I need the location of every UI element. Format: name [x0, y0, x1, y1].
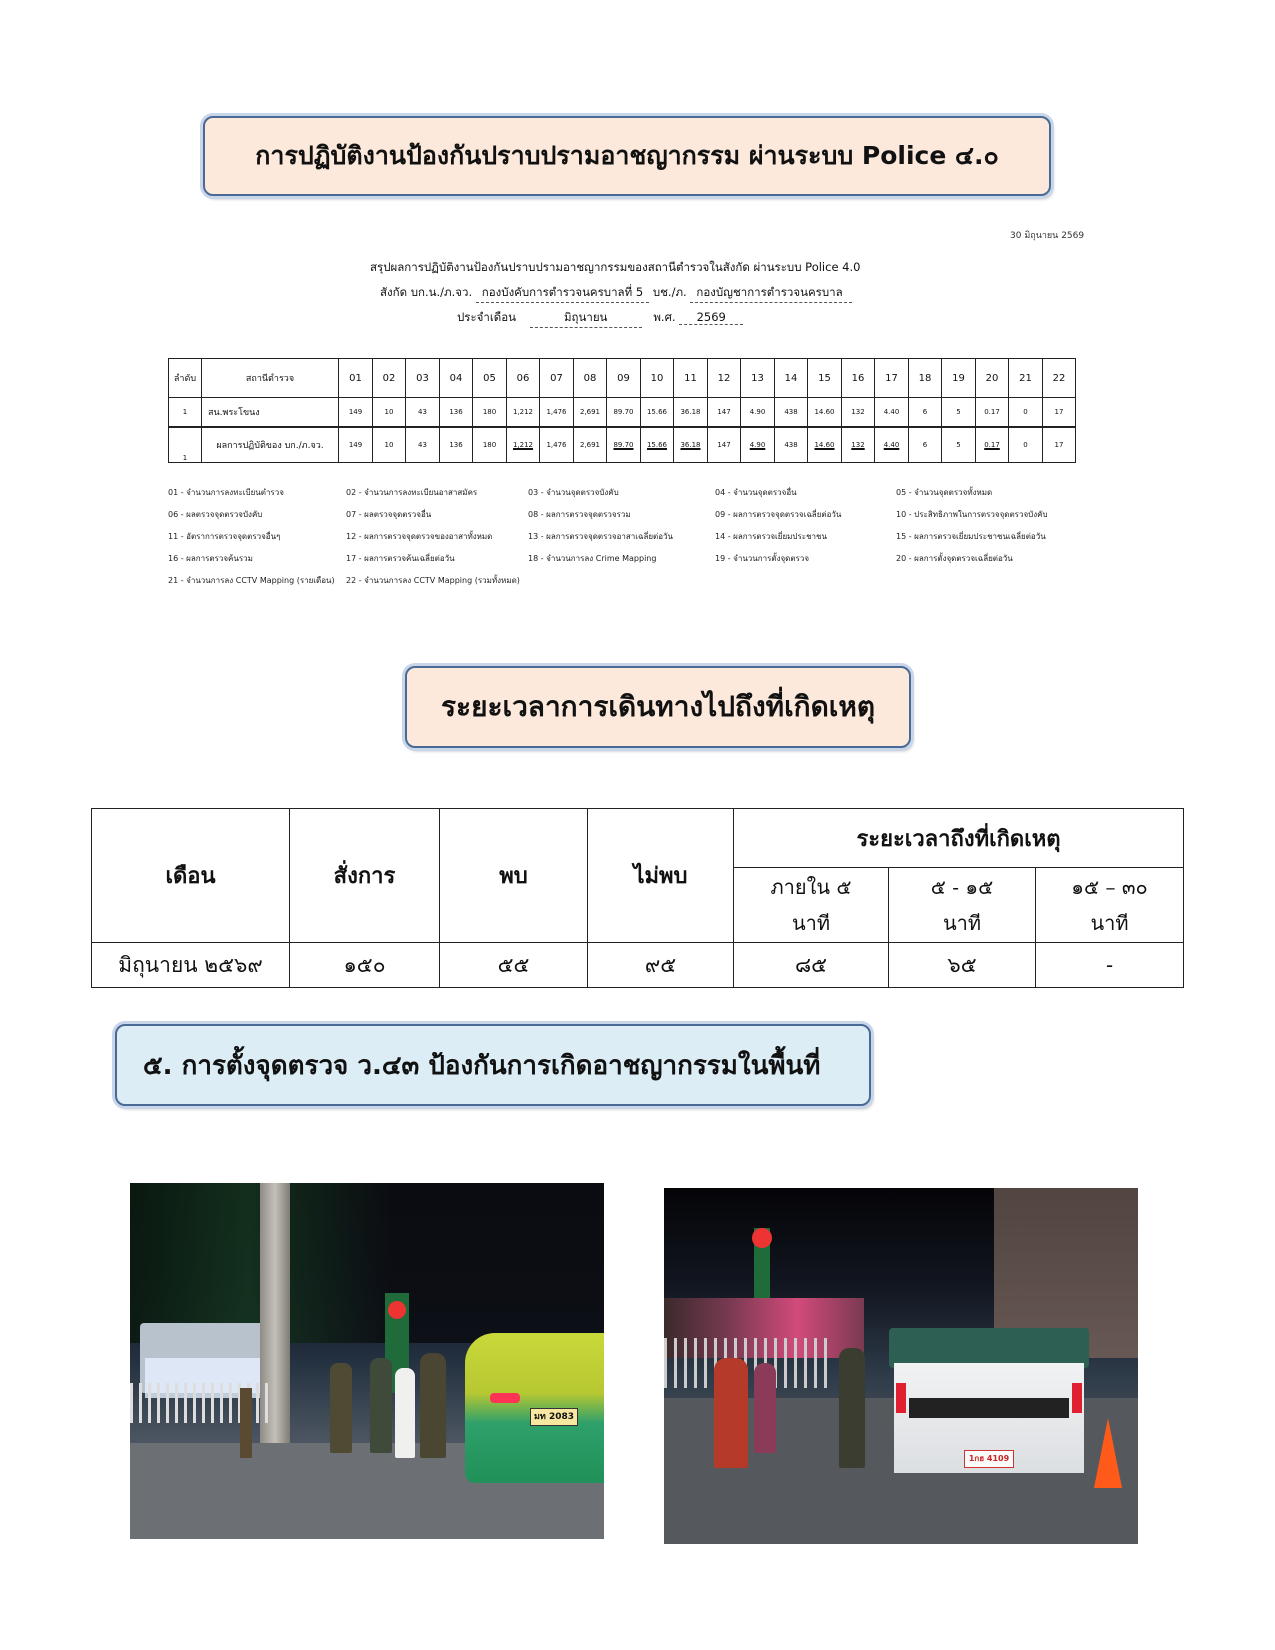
legend-item: 03 - จำนวนจุดตรวจบังคับ: [528, 488, 619, 497]
row2-value-13: 4.90: [741, 427, 775, 463]
legend-item: 13 - ผลการตรวจจุดตรวจอาสาเฉลี่ยต่อวัน: [528, 532, 674, 541]
legend-item: 20 - ผลการตั้งจุดตรวจเฉลี่ยต่อวัน: [896, 554, 1013, 563]
legend-item: 06 - ผลตรวจจุดตรวจบังคับ: [168, 510, 263, 519]
taxi-plate: มท 2083: [530, 1408, 578, 1426]
row2-value-16: 132: [842, 427, 875, 463]
row2-value-20: 0.17: [976, 427, 1009, 463]
header-not-found: ไม่พบ: [588, 809, 734, 943]
row1-value-12: 147: [708, 398, 741, 428]
header-found: พบ: [440, 809, 588, 943]
cell-not-found: ๙๕: [588, 943, 734, 988]
row2-value-01: 149: [339, 427, 373, 463]
column-header-11: 11: [674, 359, 708, 398]
report-date: 30 มิถุนายน 2569: [1010, 231, 1085, 241]
row1-value-08: 2,691: [574, 398, 607, 428]
column-header-04: 04: [440, 359, 473, 398]
column-header-17: 17: [875, 359, 909, 398]
column-header-22: 22: [1043, 359, 1076, 398]
truck-plate: 1กฮ 4109: [964, 1450, 1014, 1468]
column-header-18: 18: [909, 359, 942, 398]
row1-station: สน.พระโขนง: [202, 398, 339, 428]
row1-value-02: 10: [373, 398, 406, 428]
legend-item: 10 - ประสิทธิภาพในการตรวจจุดตรวจบังคับ: [896, 510, 1048, 519]
travel-time-title: ระยะเวลาการเดินทางไปถึงที่เกิดเหตุ: [440, 690, 875, 723]
column-header-20: 20: [976, 359, 1009, 398]
column-header-08: 08: [574, 359, 607, 398]
column-header-19: 19: [942, 359, 976, 398]
report-affiliation: [380, 284, 852, 303]
row2-value-21: 0: [1009, 427, 1043, 463]
row2-value-10: 15.66: [641, 427, 674, 463]
column-header-13: 13: [741, 359, 775, 398]
legend-item: 15 - ผลการตรวจเยี่ยมประชาชนเฉลี่ยต่อวัน: [896, 532, 1046, 541]
row1-value-14: 438: [775, 398, 808, 428]
column-header-14: 14: [775, 359, 808, 398]
row1-order: 1: [169, 398, 202, 428]
legend-item: 08 - ผลการตรวจจุดตรวจรวม: [528, 510, 631, 519]
column-header-21: 21: [1009, 359, 1043, 398]
year-label: พ.ศ.: [653, 310, 676, 324]
row2-value-04: 136: [440, 427, 473, 463]
division-label: บช./ภ.: [652, 285, 687, 299]
row1-value-18: 6: [909, 398, 942, 428]
header-order: ลำดับ: [169, 359, 202, 398]
row2-value-18: 6: [909, 427, 942, 463]
legend-item: 12 - ผลการตรวจจุดตรวจของอาสาทั้งหมด: [346, 532, 493, 541]
row2-value-14: 438: [775, 427, 808, 463]
table-row: [92, 943, 1184, 988]
row1-value-06: 1,212: [507, 398, 540, 428]
row1-value-11: 36.18: [674, 398, 708, 428]
column-header-03: 03: [406, 359, 440, 398]
cell-within-5: ๘๕: [734, 943, 889, 988]
row2-value-19: 5: [942, 427, 976, 463]
stats-header-row: [169, 359, 1076, 398]
row1-value-16: 132: [842, 398, 875, 428]
legend-item: 16 - ผลการตรวจค้นรวม: [168, 554, 253, 563]
cell-month: มิถุนายน ๒๕๖๙: [92, 943, 290, 988]
column-header-12: 12: [708, 359, 741, 398]
report-title: สรุปผลการปฏิบัติงานป้องกันปราบปรามอาชญากรรมของสถานีตำรวจในสังกัด ผ่านระบบ Police 4.0: [370, 260, 861, 274]
row1-value-13: 4.90: [741, 398, 775, 428]
row1-value-03: 43: [406, 398, 440, 428]
sub-header-within-5: ภายใน ๕ นาที: [734, 868, 889, 943]
header-station: สถานีตำรวจ: [202, 359, 339, 398]
row1-value-21: 0: [1009, 398, 1043, 428]
column-header-09: 09: [607, 359, 641, 398]
cell-15-30: -: [1036, 943, 1184, 988]
row2-value-09: 89.70: [607, 427, 641, 463]
travel-time-banner: [405, 666, 911, 748]
month-value: มิถุนายน: [530, 309, 642, 328]
sub-header-15-30: ๑๕ – ๓๐ นาที: [1036, 868, 1184, 943]
header-month: เดือน: [92, 809, 290, 943]
row2-value-22: 17: [1043, 427, 1076, 463]
row2-value-05: 180: [473, 427, 507, 463]
stats-table: [168, 358, 1076, 463]
affiliation-value: กองบังคับการตำรวจนครบาลที่ 5: [476, 284, 649, 303]
cell-ordered: ๑๕๐: [290, 943, 440, 988]
column-header-05: 05: [473, 359, 507, 398]
checkpoint-photo-left: [130, 1183, 604, 1539]
column-header-02: 02: [373, 359, 406, 398]
row2-value-02: 10: [373, 427, 406, 463]
row1-value-09: 89.70: [607, 398, 641, 428]
division-value: กองบัญชาการตำรวจนครบาล: [690, 284, 852, 303]
row2-value-08: 2,691: [574, 427, 607, 463]
row1-value-15: 14.60: [808, 398, 842, 428]
column-header-10: 10: [641, 359, 674, 398]
legend-item: 11 - อัตราการตรวจจุดตรวจอื่นๆ: [168, 532, 281, 541]
row1-value-10: 15.66: [641, 398, 674, 428]
legend-item: 18 - จำนวนการลง Crime Mapping: [528, 554, 657, 563]
row2-value-12: 147: [708, 427, 741, 463]
row1-value-07: 1,476: [540, 398, 574, 428]
checkpoint-title: ๕. การตั้งจุดตรวจ ว.๔๓ ป้องกันการเกิดอาชญากรรมในพื้นที่: [143, 1050, 821, 1081]
row2-value-15: 14.60: [808, 427, 842, 463]
row2-value-07: 1,476: [540, 427, 574, 463]
row1-value-01: 149: [339, 398, 373, 428]
legend-item: 01 - จำนวนการลงทะเบียนตำรวจ: [168, 488, 284, 497]
column-header-07: 07: [540, 359, 574, 398]
checkpoint-photo-right: [664, 1188, 1138, 1544]
header-ordered: สั่งการ: [290, 809, 440, 943]
row2-value-11: 36.18: [674, 427, 708, 463]
row1-value-22: 17: [1043, 398, 1076, 428]
legend-item: 04 - จำนวนจุดตรวจอื่น: [715, 488, 797, 497]
legend-item: 09 - ผลการตรวจจุดตรวจเฉลี่ยต่อวัน: [715, 510, 842, 519]
header-arrival-time: ระยะเวลาถึงที่เกิดเหตุ: [734, 809, 1184, 868]
travel-time-table: [91, 808, 1184, 988]
row1-value-17: 4.40: [875, 398, 909, 428]
legend-item: 07 - ผลตรวจจุดตรวจอื่น: [346, 510, 432, 519]
year-value: 2569: [679, 310, 743, 325]
legend-item: 02 - จำนวนการลงทะเบียนอาสาสมัคร: [346, 488, 478, 497]
cell-5-15: ๖๕: [889, 943, 1036, 988]
legend-item: 22 - จำนวนการลง CCTV Mapping (รวมทั้งหมด): [346, 576, 520, 585]
stats-row-station: [169, 398, 1076, 428]
column-header-15: 15: [808, 359, 842, 398]
report-month: [457, 309, 743, 328]
top-banner: [203, 116, 1051, 196]
row1-value-19: 5: [942, 398, 976, 428]
row2-value-06: 1,212: [507, 427, 540, 463]
stats-row-total: [169, 427, 1076, 463]
legend-item: 19 - จำนวนการตั้งจุดตรวจ: [715, 554, 810, 563]
row1-value-04: 136: [440, 398, 473, 428]
row1-value-05: 180: [473, 398, 507, 428]
top-banner-title: การปฏิบัติงานป้องกันปราบปรามอาชญากรรม ผ่านระบบ Police ๔.๐: [255, 141, 999, 170]
row2-station: ผลการปฏิบัติของ บก./ภ.จว.: [202, 427, 339, 463]
cell-found: ๕๕: [440, 943, 588, 988]
row2-order: 1: [169, 427, 202, 463]
row1-value-20: 0.17: [976, 398, 1009, 428]
sub-header-5-15: ๕ - ๑๕ นาที: [889, 868, 1036, 943]
month-label: ประจำเดือน: [457, 310, 517, 324]
legend-item: 17 - ผลการตรวจค้นเฉลี่ยต่อวัน: [346, 554, 455, 563]
legend-item: 05 - จำนวนจุดตรวจทั้งหมด: [896, 488, 993, 497]
column-header-06: 06: [507, 359, 540, 398]
column-header-16: 16: [842, 359, 875, 398]
legend-item: 14 - ผลการตรวจเยี่ยมประชาชน: [715, 532, 827, 541]
row2-value-17: 4.40: [875, 427, 909, 463]
legend-item: 21 - จำนวนการลง CCTV Mapping (รายเดือน): [168, 576, 335, 585]
column-header-01: 01: [339, 359, 373, 398]
affiliation-label: สังกัด บก.น./ภ.จว.: [380, 285, 473, 299]
checkpoint-banner: [115, 1024, 871, 1106]
row2-value-03: 43: [406, 427, 440, 463]
